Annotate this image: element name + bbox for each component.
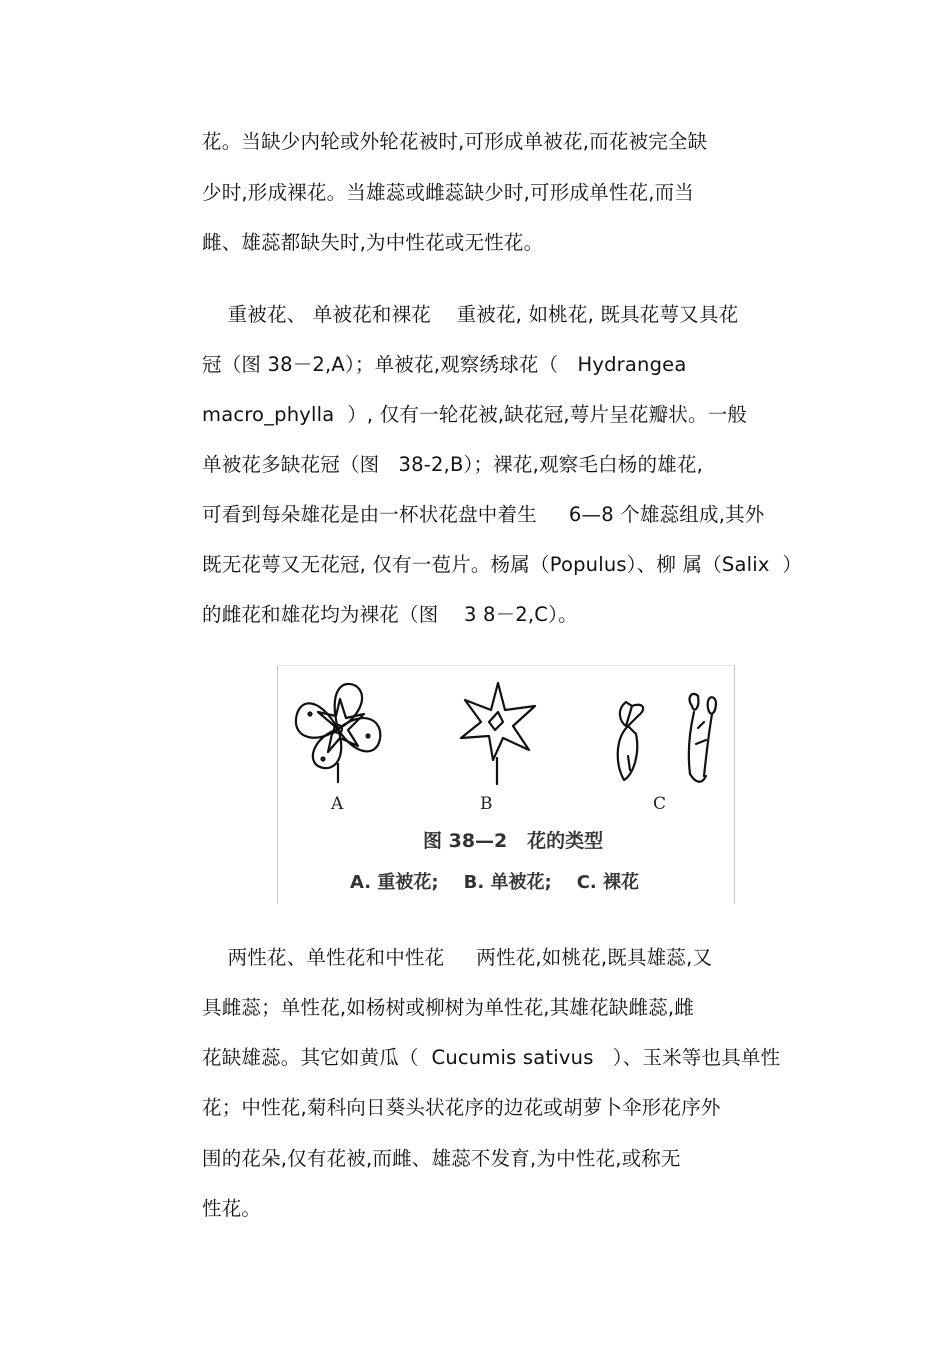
single-perianth-flower-drawing — [453, 678, 543, 788]
figure-title: 图 38—2 花的类型 — [423, 830, 604, 852]
paragraph3-line-2: 具雌蕊；单性花,如杨树或柳树为单性花,其雄花缺雌蕊,雌 — [202, 996, 694, 1019]
paragraph2-line-7: 的雌花和雄花均为裸花（图 3 8－2,C）。 — [202, 603, 578, 626]
double-perianth-flower-drawing — [288, 674, 388, 784]
paragraph3-line-1: 两性花、单性花和中性花 两性花,如桃花,既具雄蕊,又 — [202, 946, 713, 969]
paragraph1-line-3: 雌、雄蕊都缺失时,为中性花或无性花。 — [202, 231, 544, 254]
paragraph2-line-1: 重被花、 单被花和裸花 重被花, 如桃花, 既具花萼又具花 — [202, 303, 739, 326]
paragraph2-line-6: 既无花萼又无花冠, 仅有一苞片。杨属（Populus）、柳 属（Salix ） — [202, 553, 803, 576]
paragraph3-line-6: 性花。 — [202, 1197, 262, 1220]
paragraph3-line-4: 花；中性花,菊科向日葵头状花序的边花或胡萝卜伞形花序外 — [202, 1096, 721, 1119]
paragraph3-line-5: 围的花朵,仅有花被,而雌、雄蕊不发育,为中性花,或称无 — [202, 1147, 681, 1170]
paragraph1-line-1: 花。当缺少内轮或外轮花被时,可形成单被花,而花被完全缺 — [202, 130, 708, 153]
paragraph2-line-3: macro_phylla ）, 仅有一轮花被,缺花冠,萼片呈花瓣状。一般 — [202, 403, 748, 426]
figure-label-a: A — [331, 794, 344, 814]
figure-flower-types — [277, 665, 735, 904]
paragraph1-line-2: 少时,形成裸花。当雄蕊或雌蕊缺少时,可形成单性花,而当 — [202, 181, 694, 204]
figure-label-c: C — [653, 794, 667, 814]
naked-flower-drawing-1 — [608, 696, 658, 786]
figure-label-b: B — [480, 794, 493, 814]
paragraph2-line-4: 单被花多缺花冠（图 38-2,B）；裸花,观察毛白杨的雄花, — [202, 453, 703, 476]
naked-flower-drawing-2 — [678, 688, 728, 788]
figure-subtitle: A. 重被花; B. 单被花; C. 裸花 — [350, 872, 640, 893]
paragraph2-line-2: 冠（图 38－2,A）；单被花,观察绣球花（ Hydrangea — [202, 353, 687, 376]
paragraph2-line-5: 可看到每朵雄花是由一杯状花盘中着生 6—8 个雄蕊组成,其外 — [202, 503, 765, 526]
paragraph3-line-3: 花缺雄蕊。其它如黄瓜（ Cucumis sativus ）、玉米等也具单性 — [202, 1046, 781, 1069]
